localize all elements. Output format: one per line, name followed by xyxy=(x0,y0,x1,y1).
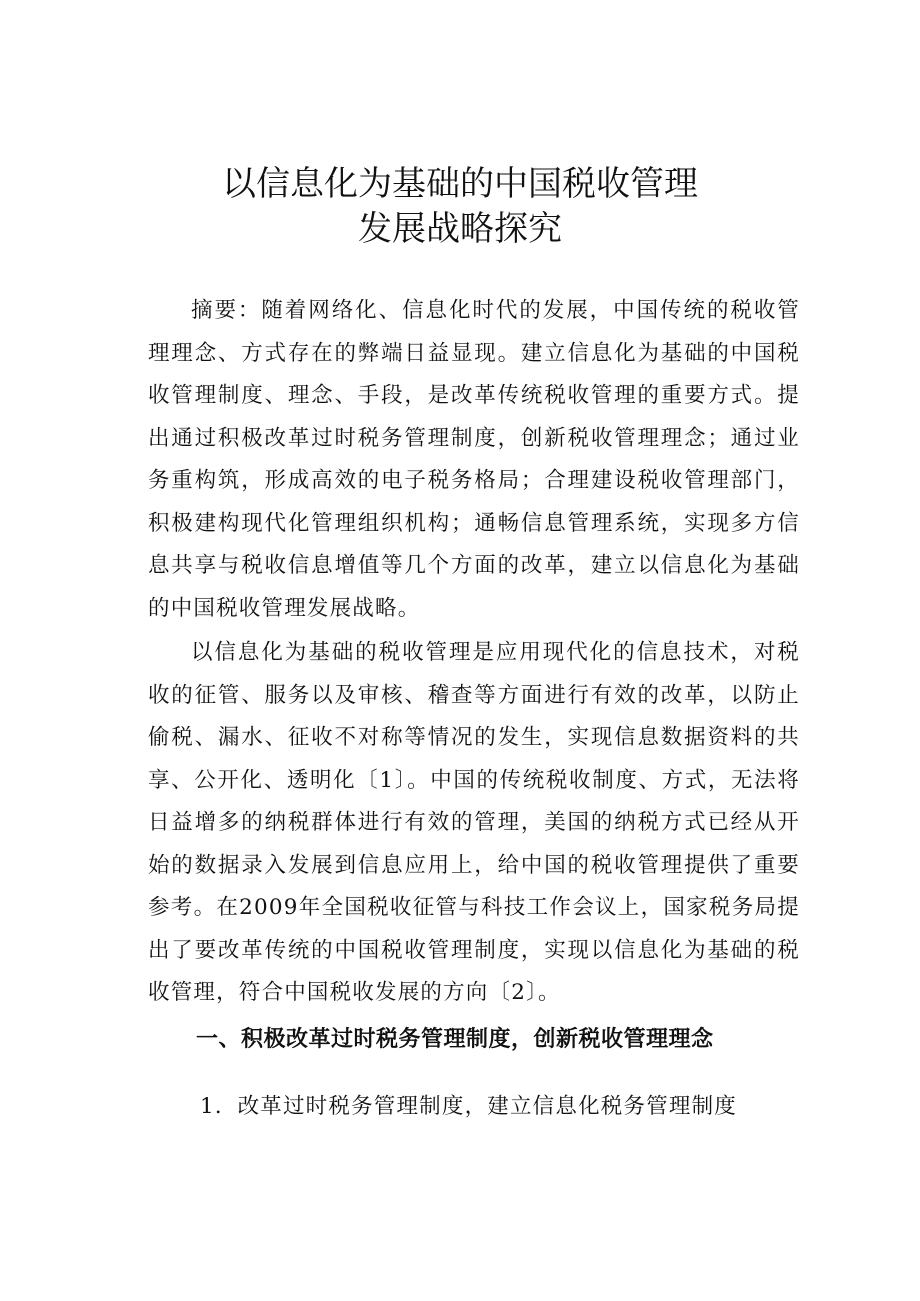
section-1-heading: 一、积极改革过时税务管理制度，创新税收管理理念 xyxy=(196,1027,714,1052)
intro-paragraph: 以信息化为基础的税收管理是应用现代化的信息技术，对税收的征管、服务以及审核、稽查等方面进行有效的改革，以防止偷税、漏水、征收不对称等情况的发生，实现信息数据资料的共享、公开化、透明化〔1〕。中国的传统税收制度、方式，无法将日益增多的纳税群体进行有效的管理，美国的纳税方式已经从开始的数据录入发展到信息应用上，给中国的税收管理提供了重要参考。在2009年全国税收征管与科技工作会议上，国家税务局提出了要改革传统的中国税收管理制度，实现以信息化为基础的税收管理，符合中国税收发展的方向〔2〕。 xyxy=(148,640,800,1005)
abstract-paragraph: 摘要：随着网络化、信息化时代的发展，中国传统的税收管理理念、方式存在的弊端日益显现。建立信息化为基础的中国税收管理制度、理念、手段，是改革传统税收管理的重要方式。提出通过积极改革过时税务管理制度，创新税收管理理念；通过业务重构筑，形成高效的电子税务格局；合理建设税收管理部门，积极建构现代化管理组织机构；通畅信息管理系统，实现多方信息共享与税收信息增值等几个方面的改革，建立以信息化为基础的中国税收管理发展战略。 xyxy=(148,298,800,621)
abstract-block xyxy=(148,290,800,630)
intro-block xyxy=(148,632,800,1015)
section-1-subheading-1: 1．改革过时税务管理制度，建立信息化税务管理制度 xyxy=(200,1094,737,1119)
document-title-line-1: 以信息化为基础的中国税收管理 xyxy=(222,164,698,204)
document-title-line-2: 发展战略探究 xyxy=(358,209,562,249)
